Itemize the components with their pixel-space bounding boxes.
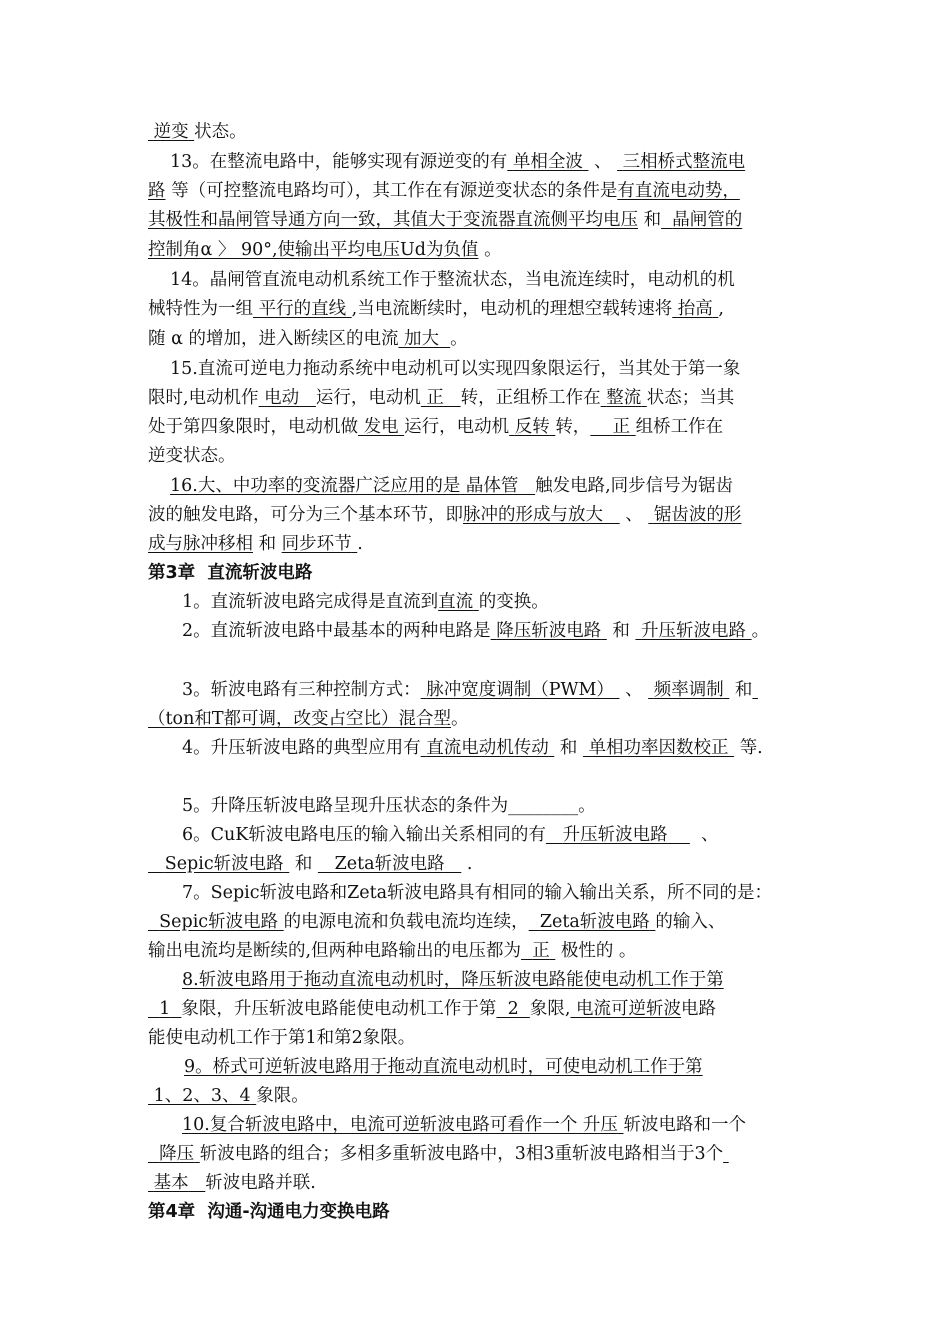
text-line: 限时,电动机作 电动 运行，电动机 正 转，正组桥工作在 整流 状态；当其 [148,388,735,408]
ch3-question-2: 2。直流斩波电路中最基本的两种电路是 降压斩波电路 和 升压斩波电路 。 [182,621,770,641]
ch3-question-1: 1。直流斩波电路完成得是直流到直流 的变换。 [182,592,549,612]
text-line: 处于第四象限时，电动机做 发电 运行，电动机 反转 转， 正 组桥工作在 [148,417,724,437]
ch3-question-9: 9。桥式可逆斩波电路用于拖动直流电动机时，可使电动机工作于第 [184,1057,703,1077]
ch3-question-8: 8.斩波电路用于拖动直流电动机时，降压斩波电路能使电动机工作于第 [182,970,724,990]
text-line: 械特性为一组 平行的直线 ,当电流断续时，电动机的理想空载转速将 抬高 , [148,299,724,319]
question-15: 15.直流可逆电力拖动系统中电动机可以实现四象限运行，当其处于第一象 [170,359,741,379]
question-16: 16.大、中功率的变流器广泛应用的是 晶体管 触发电路,同步信号为锯齿 [170,476,734,496]
text-line: Sepic斩波电路 和 Zeta斩波电路 . [164,854,473,874]
text-line: （ton和T都可调，改变占空比）混合型。 [148,709,469,729]
text-line: 控制角α 〉 90°,使输出平均电压Ud为负值 。 [148,240,502,260]
text-line: 其极性和晶闸管导通方向一致，其值大于变流器直流侧平均电压 和 晶闸管的 [148,210,743,230]
text-line: 输出电流均是断续的,但两种电路输出的电压都为 正 极性的 。 [148,941,637,961]
text-line: 基本 斩波电路并联. [153,1173,316,1193]
ch3-question-7: 7。Sepic斩波电路和Zeta斩波电路具有相同的输入输出关系，所不同的是： [182,883,773,903]
text-line: Sepic斩波电路 的电源电流和负载电流均连续， Zeta斩波电路 的输入、 [159,912,726,932]
chapter-3-heading: 第3章 直流斩波电路 [148,563,313,583]
text-line: 路 等（可控整流电路均可），其工作在有源逆变状态的条件是有直流电动势， [148,181,740,201]
text-line: 波的触发电路，可分为三个基本环节，即脉冲的形成与放大 、 锯齿波的形 [148,505,742,525]
blank-answer: 逆变 [153,122,189,142]
question-14: 14。晶闸管直流电动机系统工作于整流状态，当电流连续时，电动机的机 [170,270,735,290]
ch3-question-6: 6。CuK斩波电路电压的输入输出关系相同的有 升压斩波电路 、 [182,825,719,845]
chapter-4-heading: 第4章 沟通-沟通电力变换电路 [148,1202,390,1222]
text-line: 1、2、3、4 象限。 [153,1086,309,1106]
text-line: 能使电动机工作于第1和第2象限。 [148,1028,416,1048]
ch3-question-4: 4。升压斩波电路的典型应用有 直流电动机传动 和 单相功率因数校正 等. [182,738,763,758]
text-line: 成与脉冲移相 和 同步环节 . [148,534,363,554]
ch3-question-5: 5。升降压斩波电路呈现升压状态的条件为________。 [182,796,596,816]
text-line: 逆变 状态。 [148,118,247,147]
question-13: 13。在整流电路中，能够实现有源逆变的有 单相全波 、 三相桥式整流电 [170,152,746,172]
text-line: 随 α 的增加，进入断续区的电流 加大 。 [148,329,468,349]
text-line: 逆变状态。 [148,446,236,466]
ch3-question-3: 3。斩波电路有三种控制方式： 脉冲宽度调制（PWM） 、 频率调制 和 [182,680,753,700]
ch3-question-10: 10.复合斩波电路中，电流可逆斩波电路可看作一个 升压 斩波电路和一个 [182,1115,746,1135]
text-line: 1 象限，升压斩波电路能使电动机工作于第 2 象限, 电流可逆斩波电路 [159,999,716,1019]
text-line: 降压 斩波电路的组合；多相多重斩波电路中，3相3重斩波电路相当于3个 [159,1144,724,1164]
